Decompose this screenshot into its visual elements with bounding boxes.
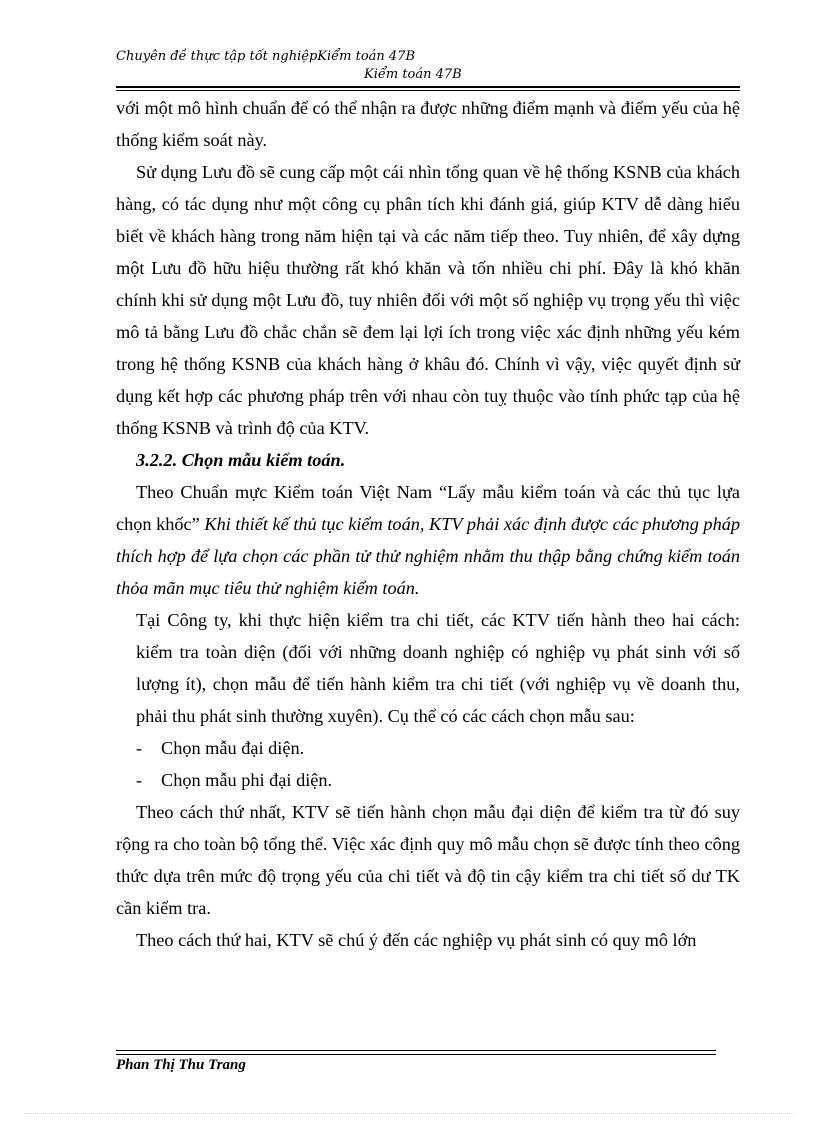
paragraph-2: Sử dụng Lưu đồ sẽ cung cấp một cái nhìn tổng quan về hệ thống KSNB của khách hàng, có tác dụng như một công cụ phân tích khi đánh giá, giúp KTV dễ dàng hiểu biết về khách hàng trong năm hiện tại và các năm tiếp theo. Tuy nhiên, để xây dựng một Lưu đồ hữu hiệu thường rất khó khăn và tốn nhiều chi phí. Đây là khó khăn chính khi sử dụng một Lưu đồ, tuy nhiên đối với một số nghiệp vụ trọng yếu thì việc mô tả bằng Lưu đồ chắc chắn sẽ đem lại lợi ích trong việc xác định những yếu kém trong hệ thống KSNB của khách hàng ở khâu đó. Chính vì vậy, việc quyết định sử dụng kết hợp các phương pháp trên với nhau còn tuỵ thuộc vào tính phức tạp của hệ thống KSNB và trình độ của KTV. xyxy=(116,162,740,438)
paragraph-3-plain: Theo Chuẩn mực Kiểm toán Việt Nam “Lấy mẫu kiểm toán và các thủ tục lựa chọn khốc” xyxy=(116,482,740,534)
paragraph-6: Theo cách thứ hai, KTV sẽ chú ý đến các nghiệp vụ phát sinh có quy mô lớn xyxy=(136,930,697,950)
header-rule-thick xyxy=(116,86,740,88)
list-dash: - xyxy=(136,770,143,790)
paragraph-5: Theo cách thứ nhất, KTV sẽ tiến hành chọn mẫu đại diện để kiểm tra từ đó suy rộng ra cho toàn bộ tổng thể. Việc xác định quy mô mẫu chọn sẽ được tính theo công thức dựa trên mức độ trọng yếu của chi tiết và độ tin cậy kiểm tra chi tiết số dư TK cần kiểm tra. xyxy=(116,802,740,918)
paragraph-4: Tại Công ty, khi thực hiện kiểm tra chi tiết, các KTV tiến hành theo hai cách: kiểm tra toàn diện (đối với những doanh nghiệp có nghiệp vụ phát sinh với số lượng ít), chọn mẫu để tiến hành kiểm tra chi tiết (với nghiệp vụ về doanh thu, phải thu phát sinh thường xuyên). Cụ thể có các cách chọn mẫu sau: xyxy=(136,610,740,726)
list-item xyxy=(116,732,740,764)
list-dash: - xyxy=(136,738,143,758)
header-title: Chuyên đề thực tập tốt nghiệpKiểm toán 47B xyxy=(116,49,415,64)
section-heading: 3.2.2. Chọn mẫu kiểm toán. xyxy=(136,450,346,470)
footer-author: Phan Thị Thu Trang xyxy=(116,1057,246,1073)
paragraph-3-italic: Khi thiết kế thủ tục kiểm toán, KTV phải xác định được các phương pháp thích hợp để lựa chọn các phần tử thử nghiệm nhằm thu thập bằng chứng kiểm toán thỏa mãn mục tiêu thử nghiệm kiểm toán. xyxy=(116,514,740,598)
footer-rule-bottom xyxy=(116,1054,716,1055)
list-item-text: Chọn mẫu phi đại diện. xyxy=(161,770,333,790)
document-body xyxy=(116,92,740,956)
list-item-text: Chọn mẫu đại diện. xyxy=(161,738,305,758)
paragraph-3 xyxy=(116,476,740,604)
footer-rule-top xyxy=(116,1050,716,1051)
header-rule-thin xyxy=(116,90,740,91)
list-item xyxy=(116,764,740,796)
paragraph-1: với một mô hình chuẩn để có thể nhận ra được những điểm mạnh và điểm yếu của hệ thống kiểm soát này. xyxy=(116,98,740,150)
header-subtitle: Kiểm toán 47B xyxy=(364,67,462,82)
page-edge-line xyxy=(24,1113,794,1114)
